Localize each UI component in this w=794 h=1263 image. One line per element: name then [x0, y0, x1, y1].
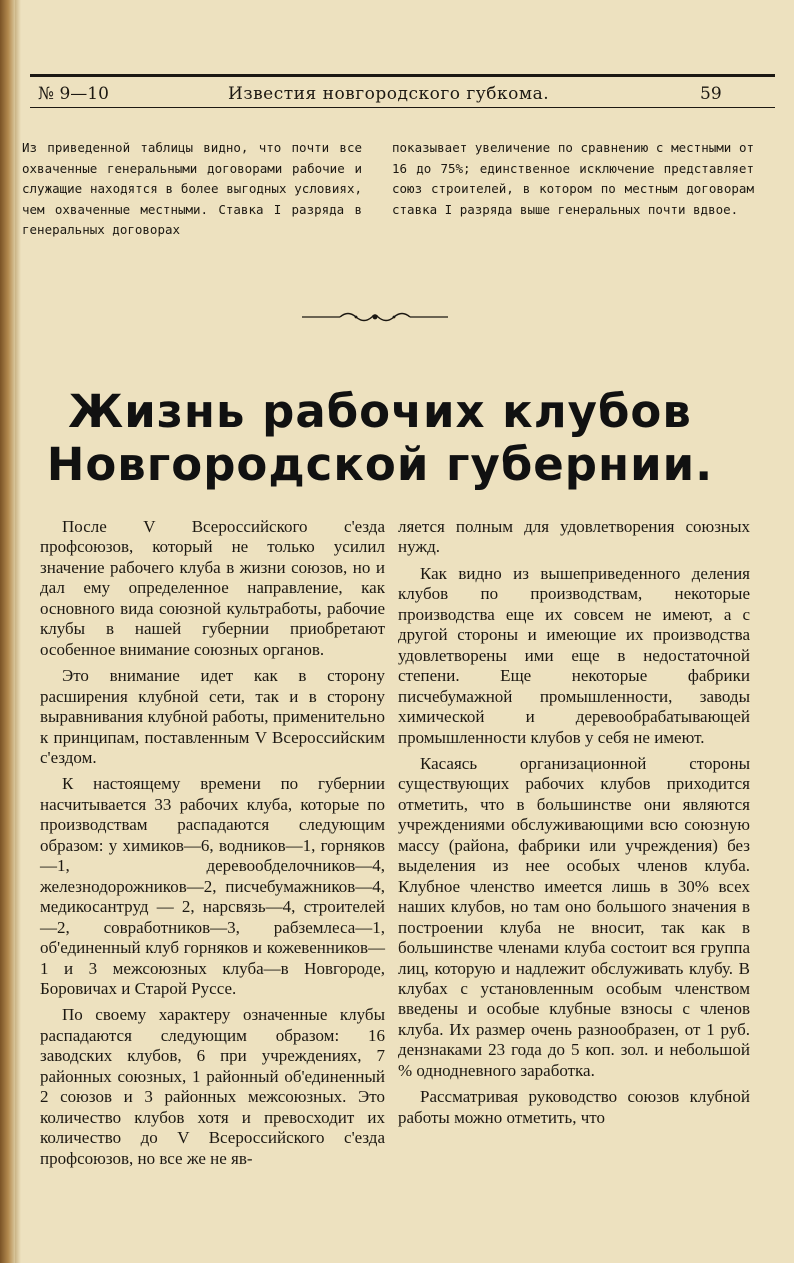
article-paragraph: После V Всероссийского с'езда профсоюзов, который не только усилил значение рабочего клуба в жизни союзов, но и дал ему определенное направление, как основного вида союзной культработы, рабочие клубы в нашей губернии приобретают особенное внимание союзных органов.: [40, 517, 385, 659]
page-binding-shadow: [15, 0, 21, 1263]
article-paragraph: Как видно из вышеприведенного деления клубов по производствам, некоторые производства еще их совсем не имеют, а с другой стороны и имеющие их производства удовлетворены ими еще в недостаточной степени. Еще некоторые фабрики писчебумажной промышленности, заводы химической и деревообрабатывающей промышленности клубов у себя не имеют.: [398, 563, 750, 747]
page-number: 59: [700, 84, 722, 104]
journal-title: Известия новгородского губкома.: [228, 84, 550, 104]
header-rule-bottom: [30, 107, 775, 108]
header-rule-top: [30, 74, 775, 77]
article-title: Жизнь рабочих клубов Новгородской губернии.: [46, 385, 714, 491]
section-divider-ornament-icon: [300, 309, 450, 325]
article-paragraph: К настоящему времени по губернии насчитывается 33 рабочих клуба, которые по производствам распадаются следующим образом: у химиков—6, водников—1, горняков—1, деревообделочников—4, железнодорожников—2, писчебумажников—4, медикосантруд — 2, нарсвязь—4, строителей—2, совработников—3, рабземлеса—1, об'единенный клуб горняков и кожевенников—1 и 3 межсоюзных клуба—в Новгороде, Боровичах и Старой Руссе.: [40, 774, 385, 998]
article-paragraph: Рассматривая руководство союзов клубной работы можно отметить, что: [398, 1087, 750, 1127]
article-column-right: [398, 517, 750, 1134]
running-header: [38, 84, 728, 106]
issue-number: № 9—10: [38, 84, 109, 104]
page-binding-edge: [0, 0, 15, 1263]
intro-column-left: [22, 138, 362, 241]
article-column-left: [40, 517, 385, 1175]
article-paragraph: По своему характеру означенные клубы распадаются следующим образом: 16 заводских клубов, 6 при учреждениях, 7 районных союзных, 1 районный об'единенный 2 союзов и 3 районных межсоюзных. Это количество клубов хотя и превосходит их количество до V Всероссийского с'езда профсоюзов, но все же не яв-: [40, 1005, 385, 1168]
article-paragraph: Касаясь организационной стороны существующих рабочих клубов приходится отметить, что в большинстве они являются учреждениями обслуживающими всю союзную массу (района, фабрики или учреждения) без выделения из нее особых членов клуба. Клубное членство имеется лишь в 30% всех наших клубов, но там оно большого значения в построении клуба не вносит, так как в большинстве членами клуба состоит вся группа лиц, которую и надлежит обслуживать клубу. В клубах с установленным особым членством введены и особые клубные взносы с членов клуба. Их размер очень разнообразен, от 1 руб. дензнаками 23 года до 5 коп. зол. и небольшой % однодневного заработка.: [398, 753, 750, 1080]
article-paragraph: Это внимание идет как в сторону расширения клубной сети, так и в сторону выравнивания клубной работы, применительно к принципам, поставленным V Всероссийским с'ездом.: [40, 666, 385, 767]
article-paragraph-continuation: ляется полным для удовлетворения союзных нужд.: [398, 517, 750, 557]
intro-text-right: показывает увеличение по сравнению с местными от 16 до 75%; единственное исключение представляет союз строителей, в котором по местным договорам ставка I разряда выше генеральных почти вдвое.: [392, 140, 754, 217]
intro-text-left: Из приведенной таблицы видно, что почти все охваченные генеральными договорами рабочие и служащие находятся в более выгодных условиях, чем охваченные местными. Ставка I разряда в генеральных договорах: [22, 140, 362, 238]
intro-column-right: [392, 138, 754, 220]
